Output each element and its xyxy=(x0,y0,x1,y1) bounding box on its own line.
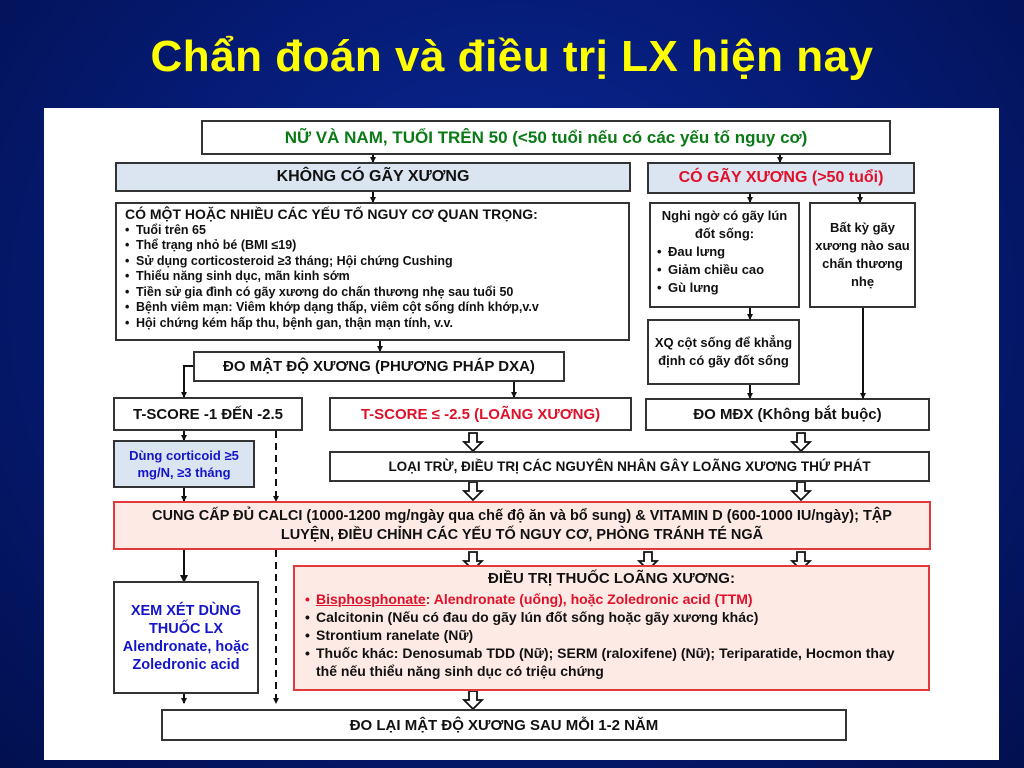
treatment-heading: ĐIỀU TRỊ THUỐC LOÃNG XƯƠNG: xyxy=(488,570,735,587)
xray-box: XQ cột sống để khẳng định có gãy đốt sống xyxy=(647,319,800,385)
risk-factors-heading: CÓ MỘT HOẶC NHIỀU CÁC YẾU TỐ NGUY CƠ QUAN TRỌNG: xyxy=(125,206,538,222)
treatment-item-bisphosphonate xyxy=(305,590,918,608)
risk-item: • Thiểu năng sinh dục, mãn kinh sớm xyxy=(125,269,620,285)
remeasure-box: ĐO LẠI MẬT ĐỘ XƯƠNG SAU MỖI 1-2 NĂM xyxy=(161,709,847,741)
any-fracture-box: Bất kỳ gãy xương nào sau chấn thương nhẹ xyxy=(809,202,916,308)
tscore-osteoporosis-box: T-SCORE ≤ -2.5 (LOÃNG XƯƠNG) xyxy=(329,397,632,431)
vertebral-item: • Đau lưng xyxy=(657,243,792,261)
corticoid-box: Dùng corticoid ≥5 mg/N, ≥3 tháng xyxy=(113,440,255,488)
risk-item: • Tuổi trên 65 xyxy=(125,223,620,239)
vertebral-heading: Nghi ngờ có gãy lún đốt sống: xyxy=(661,208,788,241)
vertebral-fracture-box xyxy=(649,202,800,308)
treatment-item: • Calcitonin (Nếu có đau do gãy lún đốt sống hoặc gãy xương khác) xyxy=(305,608,918,626)
calcium-vitd-box: CUNG CẤP ĐỦ CALCI (1000-1200 mg/ngày qua chế độ ăn và bổ sung) & VITAMIN D (600-1000 IU/ngày); TẬP LUYỆN, ĐIỀU CHỈNH CÁC YẾU TỐ NGUY CƠ, PHÒNG TRÁNH TÉ NGÃ xyxy=(113,501,931,550)
risk-item: • Thể trạng nhỏ bé (BMI ≤19) xyxy=(125,238,620,254)
osteoporosis-treatment-box xyxy=(293,565,930,691)
vertebral-item: • Gù lưng xyxy=(657,279,792,297)
flowchart-panel xyxy=(44,108,999,760)
top-population-box: NỮ VÀ NAM, TUỔI TRÊN 50 (<50 tuổi nếu có các yếu tố nguy cơ) xyxy=(201,120,891,155)
no-fracture-box: KHÔNG CÓ GÃY XƯƠNG xyxy=(115,162,631,192)
bisphosphonate-text: : Alendronate (uống), hoặc Zoledronic acid (TTM) xyxy=(425,591,753,607)
vertebral-item: • Giảm chiều cao xyxy=(657,261,792,279)
risk-factors-box xyxy=(115,202,630,341)
bisphosphonate-label: Bisphosphonate xyxy=(316,591,426,607)
fracture-box: CÓ GÃY XƯƠNG (>50 tuổi) xyxy=(647,162,915,194)
bmd-optional-box: ĐO MĐX (Không bắt buộc) xyxy=(645,398,930,431)
dxa-box: ĐO MẬT ĐỘ XƯƠNG (PHƯƠNG PHÁP DXA) xyxy=(193,351,565,382)
secondary-causes-box: LOẠI TRỪ, ĐIỀU TRỊ CÁC NGUYÊN NHÂN GÂY LOÃNG XƯƠNG THỨ PHÁT xyxy=(329,451,930,482)
risk-item: • Hội chứng kém hấp thu, bệnh gan, thận mạn tính, v.v. xyxy=(125,316,620,332)
slide-title: Chẩn đoán và điều trị LX hiện nay xyxy=(150,32,874,81)
treatment-item: • Strontium ranelate (Nữ) xyxy=(305,626,918,644)
tscore-osteopenia-box: T-SCORE -1 ĐẾN -2.5 xyxy=(113,397,303,431)
risk-item: • Bệnh viêm mạn: Viêm khớp dạng thấp, viêm cột sống dính khớp,v.v xyxy=(125,300,620,316)
treatment-item: • Thuốc khác: Denosumab TDD (Nữ); SERM (raloxifene) (Nữ); Teriparatide, Hocmon thay thế nếu thiểu năng sinh dục có triệu chứng xyxy=(305,644,918,680)
risk-item: • Tiền sử gia đình có gãy xương do chấn thương nhẹ sau tuổi 50 xyxy=(125,285,620,301)
risk-item: • Sử dụng corticosteroid ≥3 tháng; Hội chứng Cushing xyxy=(125,254,620,270)
consider-treatment-box: XEM XÉT DÙNG THUỐC LX Alendronate, hoặc Zoledronic acid xyxy=(113,581,259,694)
